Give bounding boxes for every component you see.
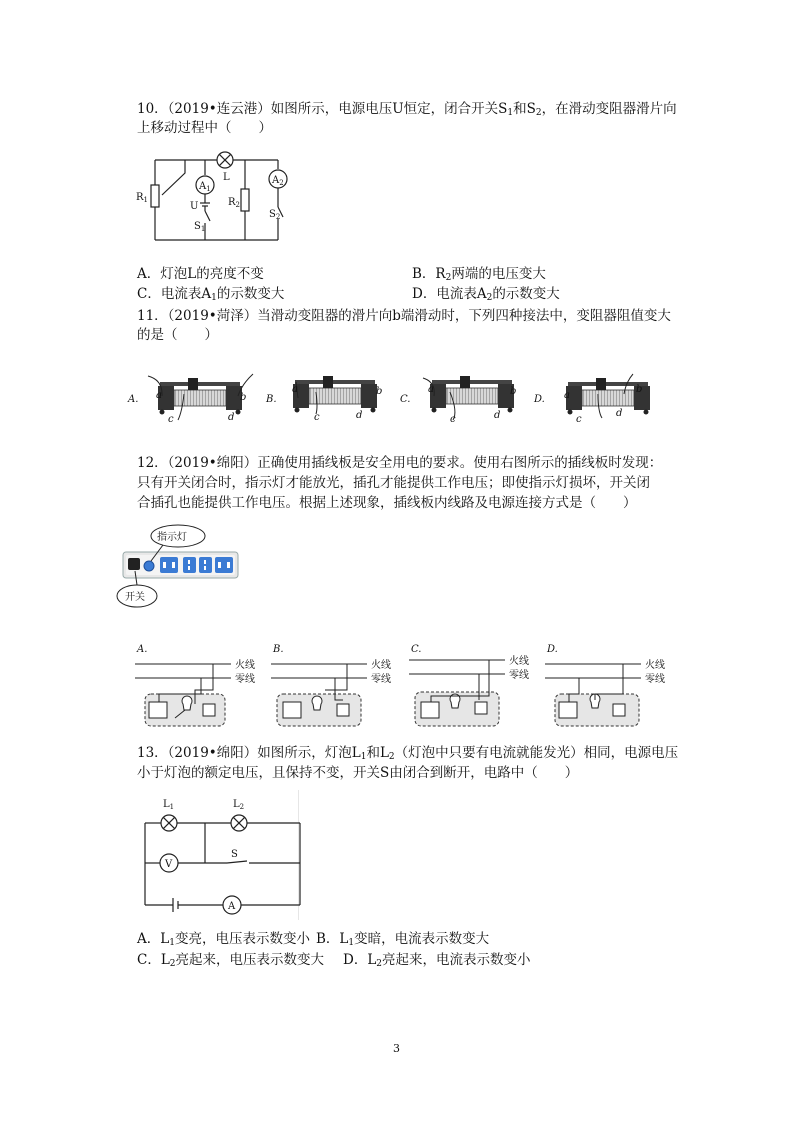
svg-text:R1: $R_1$ bbox=[136, 192, 148, 204]
q11-option-b[interactable] bbox=[265, 376, 382, 423]
q12-stem-line3: 合插孔也能提供工作电压。根据上述现象，插线板内线路及电源连接方式是（ ） bbox=[137, 495, 637, 511]
q12-power-strip-image bbox=[115, 520, 245, 610]
svg-text:A1: $A_1$ bbox=[199, 181, 211, 193]
svg-text:b: b bbox=[376, 386, 383, 397]
svg-text:零线: 零线 bbox=[371, 674, 391, 685]
svg-text:A.: A. bbox=[128, 394, 139, 405]
q11-option-c[interactable] bbox=[400, 376, 516, 425]
svg-text:B.: B. bbox=[273, 644, 284, 655]
svg-text:d: d bbox=[494, 410, 501, 421]
svg-text:零线: 零线 bbox=[645, 674, 665, 685]
q11-stem-line2: 的是（ ） bbox=[137, 327, 218, 343]
svg-text:火线: 火线 bbox=[235, 660, 255, 671]
q10-option-b[interactable]: B．$R_2$两端的电压变大 bbox=[412, 266, 546, 283]
svg-text:D.: D. bbox=[534, 394, 545, 405]
svg-text:C.: C. bbox=[400, 394, 411, 405]
svg-text:S2: $S_2$ bbox=[269, 209, 281, 221]
q12-wiring-options bbox=[135, 638, 680, 730]
svg-text:b: b bbox=[510, 386, 517, 397]
q12-option-b[interactable] bbox=[271, 644, 391, 726]
svg-text:L1: $L_1$ bbox=[163, 799, 175, 811]
q13-option-d[interactable]: D．$L_2$亮起来，电流表示数变小 bbox=[343, 952, 531, 969]
svg-text:d: d bbox=[356, 410, 363, 421]
switch-icon bbox=[128, 558, 140, 570]
svg-text:L2: $L_2$ bbox=[233, 799, 245, 811]
svg-text:a: a bbox=[292, 384, 298, 395]
svg-text:C.: C. bbox=[411, 644, 422, 655]
switch-label: 开关 bbox=[125, 592, 145, 603]
svg-text:火线: 火线 bbox=[645, 660, 665, 671]
q10-label-L: L bbox=[223, 172, 230, 183]
svg-text:D.: D. bbox=[547, 644, 558, 655]
q12-stem-line2: 只有开关闭合时，指示灯才能放光，插孔才能提供工作电压；即使指示灯损坏，开关闭 bbox=[137, 475, 650, 491]
svg-text:a: a bbox=[564, 390, 570, 401]
q10-circuit-diagram bbox=[130, 145, 300, 245]
q10-option-a[interactable]: A．灯泡L的亮度不变 bbox=[137, 266, 264, 282]
q13-option-a[interactable]: A．$L_1$变亮，电压表示数变小 bbox=[137, 931, 310, 948]
svg-text:A2: $A_2$ bbox=[272, 175, 284, 187]
svg-text:a: a bbox=[428, 384, 434, 395]
svg-text:火线: 火线 bbox=[509, 656, 529, 667]
switch-s-label: S bbox=[231, 849, 238, 860]
svg-text:d: d bbox=[616, 408, 623, 419]
q11-stem-line1: 11．（2019•菏泽）当滑动变阻器的滑片向b端滑动时，下列四种接法中，变阻器阻值变大 bbox=[137, 308, 671, 324]
svg-text:c: c bbox=[168, 414, 174, 425]
voltmeter-label: V bbox=[165, 859, 173, 870]
svg-text:零线: 零线 bbox=[509, 670, 529, 681]
indicator-light-icon bbox=[144, 561, 154, 571]
svg-text:b: b bbox=[636, 384, 643, 395]
svg-text:L bbox=[223, 172, 230, 183]
q10-option-c[interactable]: C．电流表$A_1$的示数变大 bbox=[137, 286, 285, 303]
q13-option-b[interactable]: B．$L_1$变暗，电流表示数变大 bbox=[316, 931, 490, 948]
q11-option-a[interactable] bbox=[127, 374, 253, 425]
svg-text:S1: $S_1$ bbox=[194, 221, 206, 233]
q13-option-c[interactable]: C．$L_2$亮起来，电压表示数变大 bbox=[137, 952, 325, 969]
svg-text:c: c bbox=[576, 414, 582, 425]
q10-option-d[interactable]: D．电流表$A_2$的示数变大 bbox=[412, 286, 560, 303]
svg-text:U: U bbox=[190, 201, 199, 212]
q13-circuit-diagram bbox=[135, 795, 305, 920]
svg-text:b: b bbox=[240, 392, 247, 403]
q12-option-a[interactable] bbox=[135, 644, 255, 726]
q10-stem-line1: 10．（2019•连云港）如图所示，电源电压U恒定，闭合开关$S_1$和$S_2$，在滑动变阻器滑片向 bbox=[137, 101, 677, 118]
svg-text:B.: B. bbox=[266, 394, 277, 405]
q10-stem-line2: 上移动过程中（ ） bbox=[137, 120, 272, 136]
q12-stem-line1: 12．（2019•绵阳）正确使用插线板是安全用电的要求。使用右图所示的插线板时发现： bbox=[137, 455, 663, 471]
svg-text:a: a bbox=[156, 390, 162, 401]
ammeter-label: A bbox=[228, 901, 236, 912]
q12-option-c[interactable] bbox=[409, 644, 529, 726]
q13-stem-line2: 小于灯泡的额定电压，且保持不变，开关S由闭合到断开，电路中（ ） bbox=[137, 765, 579, 781]
indicator-light-label: 指示灯 bbox=[157, 532, 187, 543]
svg-text:c: c bbox=[450, 414, 456, 425]
svg-text:零线: 零线 bbox=[235, 674, 255, 685]
q13-stem-line1: 13．（2019•绵阳）如图所示，灯泡$L_1$和$L_2$（灯泡中只要有电流就能发光）相同，电源电压 bbox=[137, 745, 679, 762]
svg-text:火线: 火线 bbox=[371, 660, 391, 671]
q12-option-d[interactable] bbox=[545, 644, 665, 726]
svg-text:R2: $R_2$ bbox=[228, 197, 240, 209]
svg-text:A.: A. bbox=[137, 644, 148, 655]
svg-text:c: c bbox=[314, 412, 320, 423]
svg-text:d: d bbox=[228, 412, 235, 423]
q11-rheostat-options bbox=[128, 372, 658, 427]
page-number: 3 bbox=[393, 1042, 400, 1055]
q11-option-d[interactable] bbox=[533, 374, 650, 425]
